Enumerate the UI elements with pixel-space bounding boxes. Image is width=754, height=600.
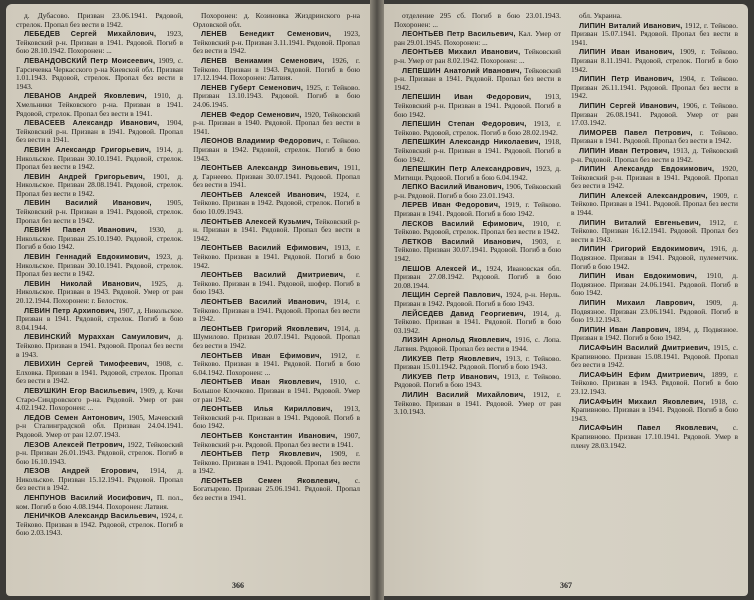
person-name: ЛИПИН Сергей Иванович, — [579, 100, 679, 110]
person-name: ЛИКУЕВ Петр Иванович, — [402, 371, 500, 381]
entry-details: 1924, г. Тейково. Призван в 1942. Рядовой, стрелок. Погиб в бою 2.03.1943. — [16, 511, 183, 538]
register-entry — [394, 165, 561, 182]
person-name: ЛЕОНТЬЕВ Петр Яковлевич, — [201, 449, 322, 459]
entry-details: 1912, г. Тейково. Призван 16.12.1941. Рядовой. Пропал без вести в 1943. — [571, 217, 738, 244]
person-name: ЛЕОНТЬЕВ Петр Васильевич, — [402, 29, 516, 39]
entry-details: 1924, г. Тейково. Призван в 1942. Рядовой, стрелок. Погиб в бою 10.09.1943. — [193, 189, 360, 217]
entry-details: 1914, д. Шумилово. Призван 20.07.1941. Рядовой. Пропал без вести в 1942. — [193, 323, 360, 350]
person-name: ЛЕОНТЬЕВ Григорий Яковлевич, — [201, 323, 330, 333]
person-name: ЛЕОНОВ Владимир Федорович, — [201, 136, 324, 146]
register-entry — [571, 344, 738, 370]
entry-details: 1910, д. Подвязное. Призван 24.06.1941. Рядовой. Погиб в бою 1942. — [571, 271, 738, 298]
entry-details: с. Крапивново. Призван 17.10.1941. Рядовой. Умер в плену 28.03.1942. — [571, 423, 738, 450]
register-entry — [193, 477, 360, 503]
person-name: ЛЕОНТЬЕВ Василий Иванович, — [201, 297, 328, 306]
person-name: ЛЕОНТЬЕВ Иван Ефимович, — [201, 350, 322, 360]
register-entry — [193, 378, 360, 404]
register-entry — [16, 333, 183, 359]
entry-details: 1914, д. Тейково. Призван в 1941. Рядовой. Погиб в бою 03.1942. — [394, 308, 561, 335]
person-name: ЛЕВУШКИН Егор Васильевич, — [24, 385, 138, 395]
book-gutter — [370, 0, 384, 600]
page-number: 367 — [560, 581, 572, 590]
entry-details: 1914, д. Никольское. Призван 15.12.1941. Рядовой. Пропал без вести в 1942. — [16, 466, 183, 493]
person-name: ЛЕЩИН Сергей Павлович, — [402, 290, 503, 300]
register-entry — [571, 272, 738, 298]
page-number: 366 — [232, 581, 244, 590]
person-name: ЛИПИН Алексей Александрович, — [579, 190, 708, 200]
person-name: ЛИСАФЬИН Павел Яковлевич, — [579, 423, 719, 433]
person-name: ЛЕВИН Николай Иванович, — [24, 278, 142, 288]
entry-details: 1913, г. Тейково. Рядовой, стрелок. Погиб в бою 28.02.1942. — [394, 119, 561, 137]
person-name: ЛИПИН Иван Лаврович, — [579, 324, 671, 334]
entry-details: Тейковский р-н. Призван в 1941. Рядовой. Пропал без вести в 1942. — [394, 65, 561, 92]
register-entry — [193, 111, 360, 137]
person-name: ЛЕОНТЬЕВ Алексей Иванович, — [201, 189, 327, 199]
register-entry — [571, 245, 738, 271]
register-entry — [16, 280, 183, 306]
entry-details: Тейковский р-н. Призван в 1941. Рядовой. Пропал без вести в 1942. — [193, 216, 360, 243]
entry-details: 1918, с. Крапивново. Призван в 1941. Рядовой. Погиб в бою 1943. — [571, 396, 738, 423]
person-name: ЛЕШОВ Алексей И., — [402, 263, 482, 273]
entry-details: отделение 295 сб. Погиб в бою 23.01.1943. Похоронен: ... — [394, 12, 561, 29]
entry-details: 1899, г. Тейково. Призван в 1943. Рядовой. Погиб в бою 23.12.1943. — [571, 369, 738, 396]
register-entry — [16, 92, 183, 118]
register-entry — [571, 75, 738, 101]
register-entry — [16, 30, 183, 56]
person-name: ЛЕТКОВ Василий Иванович, — [402, 236, 523, 246]
entry-details: 1912, г. Тейково. Призван в 1941. Рядовой. Погиб в бою 6.04.1942. Похоронен: ... — [193, 350, 360, 377]
person-name: ЛЕОНТЬЕВ Василий Дмитриевич, — [201, 270, 346, 280]
register-entry — [394, 373, 561, 390]
register-entry — [193, 30, 360, 56]
person-name: ЛИПИН Григорий Евдокимович, — [579, 244, 706, 254]
entry-details: П. пол., ком. Погиб в бою 4.08.1944. Похоронен: Латвия. — [16, 493, 183, 511]
entry-details: обл. Украина. — [579, 12, 622, 20]
register-entry — [193, 57, 360, 83]
person-name: ЛЕНИЧКОВ Александр Васильевич, — [24, 511, 159, 521]
register-entry — [394, 336, 561, 353]
entry-details: 1914, д. Никольское. Призван 30.10.1941. Рядовой, стрелок. Пропал без вести в 1942. — [16, 144, 183, 172]
register-entry — [571, 165, 738, 191]
entry-details: 1909, д. Подвязное. Призван 23.06.1941. Рядовой. Погиб в бою 19.12.1943. — [571, 298, 738, 325]
person-name: ЛИПИН Иван Евдокимович, — [579, 271, 697, 281]
register-entry — [394, 291, 561, 308]
entry-details: д. Тейково. Призван в 1941. Рядовой. Пропал без вести в 1943. — [16, 332, 183, 359]
entry-details: 1923, д. Никольское. Призван 30.10.1941. Рядовой, стрелок. Пропал без вести в 1942. — [16, 252, 183, 279]
person-name: ЛЕОНТЬЕВ Александр Зиновьевич, — [201, 163, 340, 173]
register-entry — [571, 398, 738, 424]
entry-details: д. Дубасово. Призван 23.06.1941. Рядовой, стрелок. Пропал без вести в 1942. — [16, 12, 183, 29]
person-name: ЛЕНЕВ Бенедикт Семенович, — [201, 29, 332, 39]
entry-details: 1914, г. Тейково. Призван в 1941. Рядовой. Пропал без вести в 1942. — [193, 297, 360, 324]
entry-details: 1919, г. Тейково. Призван в 1941. Рядовой. Погиб в бою 1942. — [394, 200, 561, 219]
entry-details: 1909, с. Гарсичевка Черкасского р-на Киевской обл. Призван 1.01.1943. Рядовой, стрелок. Пропал без вести в 1943. — [16, 55, 183, 91]
person-name: ЛИСАФЬИН Михаил Яковлевич, — [579, 396, 706, 406]
entry-details: г. Тейково. Призван в 1942. Рядовой, стрелок. Погиб в бою 1943. — [193, 136, 360, 163]
register-entry — [193, 352, 360, 378]
register-entry — [193, 298, 360, 324]
register-entry — [16, 387, 183, 413]
entry-details: 1924, Ивановская обл. Призван 27.08.1942. Рядовой. Погиб в бою 20.08.1944. — [394, 263, 561, 290]
person-name: ЛЕПЕШИН Иван Федорович, — [402, 92, 532, 102]
person-name: ЛЕНЕВ Федор Семенович, — [201, 109, 302, 119]
entry-details: 1894, д. Подвязное. Призван в 1942. Погиб в бою 1942. — [571, 324, 738, 343]
person-name: ЛЕВИН Петр Архипович, — [24, 305, 117, 315]
person-name: ЛИСАФЬИН Ефим Дмитриевич, — [579, 369, 706, 379]
register-entry — [16, 494, 183, 511]
entry-details: 1911, д. Гарнеево. Призван 30.07.1941. Рядовой. Пропал без вести в 1941. — [193, 163, 360, 190]
entry-details: 1926, г. Тейково. Призван в 1943. Рядовой. Погиб в бою 17.12.1944. Похоронен: Латвия. — [193, 55, 360, 83]
register-entry — [193, 218, 360, 244]
entry-details: 1918, Тейковский р-н. Призван в 1941. Рядовой. Погиб в бою 1942. — [394, 137, 561, 164]
register-entry — [394, 67, 561, 93]
register-entry — [394, 120, 561, 137]
register-entry — [394, 391, 561, 417]
register-entry — [193, 271, 360, 297]
right-column-1 — [394, 12, 561, 572]
register-entry — [394, 310, 561, 336]
register-entry — [16, 441, 183, 467]
entry-details: 1905, Мачевский р-н Сталинградской обл. Призван 24.04.1941. Рядовой. Умер от ран 12.07.1943. — [16, 412, 183, 439]
register-entry — [193, 84, 360, 110]
person-name: ЛЕВИН Геннадий Евдокимович, — [24, 252, 151, 262]
left-column-1 — [16, 12, 183, 572]
person-name: ЛЕВАСЕЕВ Александр Иванович, — [24, 118, 160, 128]
person-name: ЛИСАФЬИН Василий Дмитриевич, — [579, 342, 711, 352]
register-entry — [571, 424, 738, 450]
entry-details: 1930, д. Никольское. Призван 25.10.1940. Рядовой, стрелок. Погиб в бою 1942. — [16, 225, 183, 252]
register-entry — [193, 191, 360, 217]
register-entry — [394, 355, 561, 372]
register-entry — [193, 405, 360, 431]
person-name: ЛЕПЕШКИН Петр Александрович, — [402, 164, 532, 174]
register-entry — [16, 512, 183, 538]
register-entry — [394, 93, 561, 119]
entry-details: 1913, г. Тейково. Призван 15.01.1942. Рядовой. Погиб в бою 1943. — [394, 353, 561, 372]
left-page — [6, 4, 370, 596]
entry-details: Похоронен: д. Козиновка Жиздринского р-на Орловской обл. — [193, 12, 360, 29]
person-name: ЛИПИН Виталий Евгеньевич, — [579, 217, 701, 227]
register-entry — [571, 102, 738, 128]
register-entry — [16, 119, 183, 145]
person-name: ЛЕВИНСКИЙ Мураххан Самуилович, — [24, 332, 171, 342]
register-entry — [16, 146, 183, 172]
register-entry — [394, 238, 561, 264]
entry-details: 1906, Тейковский р-н. Рядовой. Погиб в бою 23.01.1943. — [394, 182, 561, 200]
entry-details: с. Богатырево. Призван 25.06.1941. Рядовой. Пропал без вести в 1941. — [193, 475, 360, 503]
register-entry — [16, 199, 183, 225]
register-entry — [394, 138, 561, 164]
register-entry — [394, 220, 561, 237]
right-page — [384, 4, 748, 596]
register-entry — [571, 192, 738, 218]
person-name: ЛИМОРЕВ Павел Петрович, — [579, 127, 693, 137]
person-name: ЛИКУЕВ Петр Яковлевич, — [402, 353, 502, 363]
person-name: ЛЕБЕДЕВ Сергей Михайлович, — [24, 29, 157, 39]
person-name: ЛЕЙСЕДЕВ Давид Георгиевич, — [402, 308, 526, 318]
entry-details: 1924, р-н. Нерль. Призван в 1942. Рядовой. Погиб в бою 1943. — [394, 290, 561, 308]
entry-details: 1901, д. Никольское. Призван 28.08.1941. Рядовой, стрелок. Пропал без вести в 1942. — [16, 171, 183, 198]
person-name: ЛЕВИН Василий Иванович, — [24, 198, 152, 208]
left-column-2 — [193, 12, 360, 572]
entry-details: 1903, г. Тейково. Призван 30.07.1941. Рядовой. Погиб в бою 1942. — [394, 236, 561, 264]
entry-details: 1907, Тейковский р-н. Рядовой. Пропал без вести в 1941. — [193, 430, 360, 449]
person-name: ЛЕЗОВ Алексей Петрович, — [24, 439, 125, 449]
register-entry — [16, 414, 183, 440]
register-entry — [571, 326, 738, 343]
register-entry — [571, 299, 738, 325]
entry-details: 1922, Тейковский р-н. Призван 26.01.1943. Рядовой, стрелок. Погиб в бою 16.10.1943. — [16, 439, 183, 466]
entry-details: 1909, г. Тейково. Призван 8.11.1941. Рядовой, стрелок. Погиб в бою 1942. — [571, 47, 738, 74]
person-name: ЛИПИН Петр Иванович, — [579, 74, 674, 84]
entry-details: 1909, д. Кочи Старо-Синдровского р-на. Рядовой. Умер от ран 4.02.1942. Похоронен: ... — [16, 385, 183, 413]
person-name: ЛЕРЕВ Иван Федорович, — [402, 200, 501, 210]
entry-details: 1913, Тейковский р-н. Призван в 1941. Рядовой. Погиб в бою 1942. — [193, 404, 360, 431]
register-entry — [571, 12, 738, 21]
entry-details: 1912, г. Тейково. Призван в 1941. Рядовой. Умер от ран 3.10.1943. — [394, 389, 561, 417]
entry-details: 1910, г. Тейково. Рядовой, стрелок. Пропал без вести в 1942. — [394, 218, 561, 237]
entry-details: 1913, Тейковский р-н. Призван в 1941. Рядовой. Погиб в бою 1942. — [394, 92, 561, 119]
register-entry — [16, 12, 183, 29]
entry-details: г. Тейково. Призван в 1941. Рядовой. Пропал без вести в 1942. — [571, 127, 738, 146]
entry-details: 1913, г. Тейково. Рядовой. Погиб в бою 1943. — [394, 371, 561, 390]
person-name: ЛЕОНТЬЕВ Семен Яковлевич, — [201, 475, 340, 485]
person-name: ЛЕДОВ Семен Антонович, — [24, 412, 125, 422]
entry-details: 1925, г. Тейково. Призван 13.10.1943. Рядовой. Погиб в бою 24.06.1945. — [193, 82, 360, 109]
entry-details: г. Тейково. Призван в 1941. Рядовой, шофер. Погиб в бою 1943. — [193, 270, 360, 297]
person-name: ЛЕВИХИН Сергей Тимофеевич, — [24, 359, 150, 369]
entry-details: 1925, д. Никольское. Призван в 1943. Рядовой. Умер от ран 20.12.1944. Похоронен: г. Белосток. — [16, 278, 183, 305]
entry-details: 1907, д. Никольское. Призван в 1941. Рядовой, стрелок. Погиб в бою 8.04.1944. — [16, 305, 183, 332]
register-entry — [16, 467, 183, 493]
entry-details: 1920, Тейковский р-н. Призван в 1941. Рядовой. Пропал без вести в 1942. — [571, 164, 738, 191]
entry-details: Кал. Умер от ран 29.01.1945. Похоронен: ... — [394, 29, 561, 47]
entry-details: 1913, г. Тейково. Призван в 1941. Рядовой. Погиб в бою 1942. — [193, 243, 360, 270]
register-entry — [16, 226, 183, 252]
register-entry — [193, 450, 360, 476]
entry-details: 1915, с. Крапивново. Призван 15.08.1941. Рядовой. Пропал без вести в 1942. — [571, 342, 738, 370]
register-entry — [394, 30, 561, 47]
entry-details: 1923, Тейковский р-н. Призван в 1941. Рядовой. Погиб в бою 28.10.1942. Похоронен: ... — [16, 29, 183, 56]
person-name: ЛИЛИН Василий Михайлович, — [402, 389, 526, 399]
person-name: ЛИПИН Виталий Иванович, — [579, 20, 683, 30]
person-name: ЛЕЗОВ Андрей Егорович, — [24, 466, 139, 476]
register-entry — [394, 12, 561, 29]
entry-details: 1923, Тейковский р-н. Призван 3.11.1941. Рядовой. Пропал без вести в 1942. — [193, 29, 360, 56]
register-entry — [571, 129, 738, 146]
entry-details: 1912, г. Тейково. Призван 15.07.1941. Рядовой. Пропал без вести в 1941. — [571, 20, 738, 47]
register-entry — [571, 22, 738, 48]
entry-details: 1904, Тейковский р-н. Призван в 1941. Рядовой. Пропал без вести в 1941. — [16, 118, 183, 145]
register-entry — [16, 173, 183, 199]
register-entry — [193, 12, 360, 29]
entry-details: 1905, Тейковский р-н. Призван в 1941. Рядовой, стрелок. Пропал без вести в 1942. — [16, 198, 183, 225]
register-entry — [394, 183, 561, 200]
person-name: ЛЕНПУНОВ Василий Иосифович, — [24, 493, 153, 503]
register-entry — [571, 219, 738, 245]
entry-details: 1923, д. Митищи. Рядовой. Погиб в бою 6.04.1942. — [394, 164, 561, 182]
entry-details: 1909, г. Тейково. Призван в 1941. Рядовой. Пропал без вести в 1944. — [571, 190, 738, 218]
register-entry — [571, 48, 738, 74]
right-column-2 — [571, 12, 738, 572]
person-name: ЛИПИН Иван Иванович, — [579, 47, 675, 57]
person-name: ЛЕОНТЬЕВ Алексей Кузьмич, — [201, 216, 313, 226]
register-entry — [193, 164, 360, 190]
person-name: ЛИПИН Александр Евдокимович, — [579, 164, 715, 174]
register-entry — [193, 137, 360, 163]
person-name: ЛЕОНТЬЕВ Василий Ефимович, — [201, 243, 329, 253]
person-name: ЛЕВИН Александр Григорьевич, — [24, 144, 152, 154]
person-name: ЛЕПЕШИН Анатолий Иванович, — [402, 65, 522, 75]
entry-details: 1920, Тейковский р-н. Призван в 1940. Рядовой. Пропал без вести в 1941. — [193, 109, 360, 136]
entry-details: 1908, с. Елховка. Призван в 1941. Рядовой, стрелок. Пропал без вести в 1942. — [16, 359, 183, 386]
register-entry — [394, 48, 561, 65]
register-entry — [16, 360, 183, 386]
entry-details: 1910, д. Хмельники Тейковского р-на. Призван в 1941. Рядовой, стрелок. Пропал без вести в 1941. — [16, 91, 183, 118]
person-name: ЛЕПКО Василий Иванович, — [402, 182, 504, 192]
register-entry — [571, 371, 738, 397]
person-name: ЛЕОНТЬЕВ Михаил Иванович, — [402, 47, 521, 57]
entry-details: Тейковский р-н. Умер от ран 8.02.1942. Похоронен: ... — [394, 47, 561, 65]
person-name: ЛЕСКОВ Василий Ефимович, — [402, 218, 525, 228]
entry-details: 1913, д. Тейковский р-н. Рядовой. Пропал без вести в 1942. — [571, 145, 738, 164]
person-name: ЛЕВАНОВ Андрей Яковлевич, — [24, 91, 147, 101]
person-name: ЛИПИН Михаил Лаврович, — [579, 298, 695, 307]
person-name: ЛЕПЕШКИН Александр Николаевич, — [402, 137, 541, 147]
register-entry — [193, 432, 360, 449]
register-entry — [193, 244, 360, 270]
person-name: ЛЕВИН Андрей Григорьевич, — [24, 171, 146, 181]
person-name: ЛЕОНТЬЕВ Илья Кириллович, — [201, 404, 333, 414]
person-name: ЛЕПЕШИН Степан Федорович, — [402, 119, 527, 129]
register-entry — [394, 201, 561, 218]
entry-details: 1906, г. Тейково. Призван 26.08.1941. Рядовой. Умер от ран 17.03.1942. — [571, 100, 738, 128]
entry-details: 1904, г. Тейково. Призван 26.11.1941. Рядовой. Пропал без вести в 1942. — [571, 74, 738, 101]
person-name: ЛЕВАНДОВСКИЙ Петр Моисеевич, — [24, 55, 156, 65]
register-entry — [193, 325, 360, 351]
person-name: ЛЕОНТЬЕВ Константин Иванович, — [201, 430, 338, 440]
person-name: ЛИЗИН Арнольд Яковлевич, — [402, 335, 512, 345]
entry-details: 1916, с. Лопа. Латвия. Рядовой. Пропал без вести в 1944. — [394, 335, 561, 353]
person-name: ЛЕНЕВ Губерт Семенович, — [201, 82, 304, 92]
register-entry — [16, 57, 183, 91]
register-entry — [16, 253, 183, 279]
entry-details: 1916, д. Подвязное. Призван в 1941. Рядовой, пулеметчик. Погиб в бою 1942. — [571, 244, 738, 271]
register-entry — [571, 147, 738, 164]
register-entry — [16, 307, 183, 333]
person-name: ЛЕОНТЬЕВ Иван Яковлевич, — [201, 377, 322, 387]
person-name: ЛИПИН Иван Петрович, — [579, 145, 670, 155]
person-name: ЛЕВИН Павел Иванович, — [24, 225, 137, 235]
register-entry — [394, 265, 561, 291]
entry-details: 1909, г. Тейково. Призван в 1941. Рядовой. Пропал без вести в 1942. — [193, 449, 360, 476]
entry-details: 1910, с. Большое Клочково. Призван в 1941. Рядовой. Умер от ран 1942. — [193, 377, 360, 404]
person-name: ЛЕНЕВ Вениамин Семенович, — [201, 55, 325, 65]
